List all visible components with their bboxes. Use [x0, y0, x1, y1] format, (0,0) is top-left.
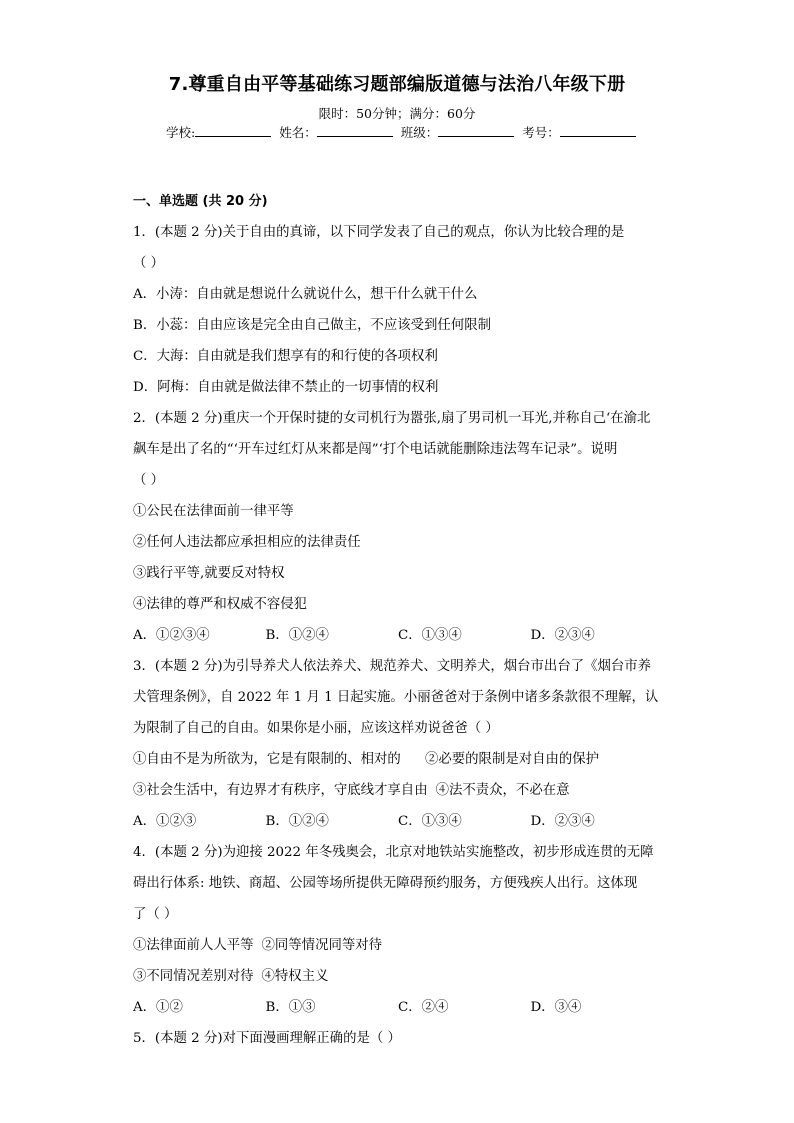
student-info-row	[166, 123, 640, 141]
q3-stem-line-3: 为限制了自己的自由。如果你是小丽，应该这样劝说爸爸（ ）	[133, 721, 499, 736]
q1-paren: （ ）	[133, 256, 165, 271]
q2-item-3: ③践行平等,就要反对特权	[133, 566, 285, 581]
q1-stem: 1．(本题 2 分)关于自由的真谛，以下同学发表了自己的观点，你认为比较合理的是	[133, 225, 625, 240]
q4-choice-c[interactable]: C．②④	[398, 1000, 449, 1015]
q3-item-4: ④法不责众，不必在意	[435, 783, 570, 798]
q1-option-a[interactable]: A．小涛：自由就是想说什么就说什么，想干什么就干什么	[133, 287, 478, 302]
q3-items-row-1	[133, 744, 663, 775]
school-label: 学校:	[166, 125, 196, 140]
q3-stem-line-1: 3．(本题 2 分)为引导养犬人依法养犬、规范养犬、文明养犬，烟台市出台了《烟台市养	[133, 659, 652, 674]
q1-option-d[interactable]: D．阿梅：自由就是做法律不禁止的一切事情的权利	[133, 380, 439, 395]
q2-choice-a[interactable]: A．①②③④	[133, 628, 210, 643]
q2-paren: （ ）	[133, 473, 165, 488]
q4-choices	[133, 992, 663, 1023]
q4-item-1: ①法律面前人人平等	[133, 938, 254, 953]
q2-choice-c[interactable]: C．①③④	[398, 628, 462, 643]
q3-choice-b[interactable]: B．①②④	[265, 814, 329, 829]
q2-stem-line-1: 2．(本题 2 分)重庆一个开保时捷的女司机行为嚣张,扇了男司机一耳光,并称自己‘在渝北	[133, 411, 651, 426]
section-heading: 一、单选题 (共 20 分)	[133, 194, 268, 209]
q2-choice-b[interactable]: B．①②④	[265, 628, 329, 643]
q5-stem: 5．(本题 2 分)对下面漫画理解正确的是（ ）	[133, 1031, 401, 1046]
q3-stem-line-2: 犬管理条例》，自 2022 年 1 月 1 日起实施。小丽爸爸对于条例中诸多条款很不理解，认	[133, 690, 659, 705]
q2-item-1: ①公民在法律面前一律平等	[133, 504, 294, 519]
page-title: 7.尊重自由平等基础练习题部编版道德与法治八年级下册	[168, 74, 626, 95]
q3-item-3: ③社会生活中，有边界才有秩序，守底线才享自由	[133, 783, 428, 798]
q4-stem-line-3: 了（ ）	[133, 907, 178, 922]
q4-items-row-1	[133, 930, 663, 961]
exam-number-blank[interactable]	[560, 124, 636, 137]
q3-choice-c[interactable]: C．①③④	[398, 814, 462, 829]
q4-stem-line-1: 4．(本题 2 分)为迎接 2022 年冬残奥会，北京对地铁站实施整改，初步形成连贯的无障	[133, 845, 654, 860]
q3-items-row-2	[133, 775, 663, 806]
q3-choice-a[interactable]: A．①②③	[133, 814, 197, 829]
name-label: 姓名：	[279, 125, 317, 140]
q4-item-3: ③不同情况差别对待	[133, 969, 254, 984]
q4-stem-line-2: 碍出行体系: 地铁、商超、公园等场所提供无障碍预约服务，方便残疾人出行。这体现	[133, 876, 638, 891]
q2-choices	[133, 620, 663, 651]
q1-option-c[interactable]: C．大海：自由就是我们想享有的和行使的各项权利	[133, 349, 438, 364]
time-limit-score: 限时：50分钟；满分：60分	[318, 106, 476, 121]
q4-item-4: ④特权主义	[261, 969, 329, 984]
exam-number-label: 考号：	[522, 125, 560, 140]
q3-item-2: ②必要的限制是对自由的保护	[425, 752, 600, 767]
q1-option-b[interactable]: B．小蕊：自由应该是完全由自己做主，不应该受到任何限制	[133, 318, 491, 333]
q4-items-row-2	[133, 961, 663, 992]
class-label: 班级：	[400, 125, 439, 140]
q2-stem-line-2: 飙车是出了名的“‘开车过红灯从来都是闯”‘打个电话就能删除违法驾车记录”。说明	[133, 442, 618, 457]
q3-choices	[133, 806, 663, 837]
q3-item-1: ①自由不是为所欲为，它是有限制的、相对的	[133, 752, 401, 767]
q2-item-2: ②任何人违法都应承担相应的法律责任	[133, 535, 361, 550]
school-blank[interactable]	[195, 124, 271, 137]
q4-choice-d[interactable]: D．③④	[530, 1000, 582, 1015]
q4-choice-b[interactable]: B．①③	[265, 1000, 316, 1015]
q2-item-4: ④法律的尊严和权威不容侵犯	[133, 597, 308, 612]
q2-choice-d[interactable]: D．②③④	[530, 628, 595, 643]
q3-choice-d[interactable]: D．②③④	[530, 814, 595, 829]
q4-item-2: ②同等情况同等对待	[261, 938, 383, 953]
name-blank[interactable]	[317, 124, 393, 137]
questions-content	[133, 186, 663, 1054]
class-blank[interactable]	[438, 124, 514, 137]
q4-choice-a[interactable]: A．①②	[133, 1000, 183, 1015]
